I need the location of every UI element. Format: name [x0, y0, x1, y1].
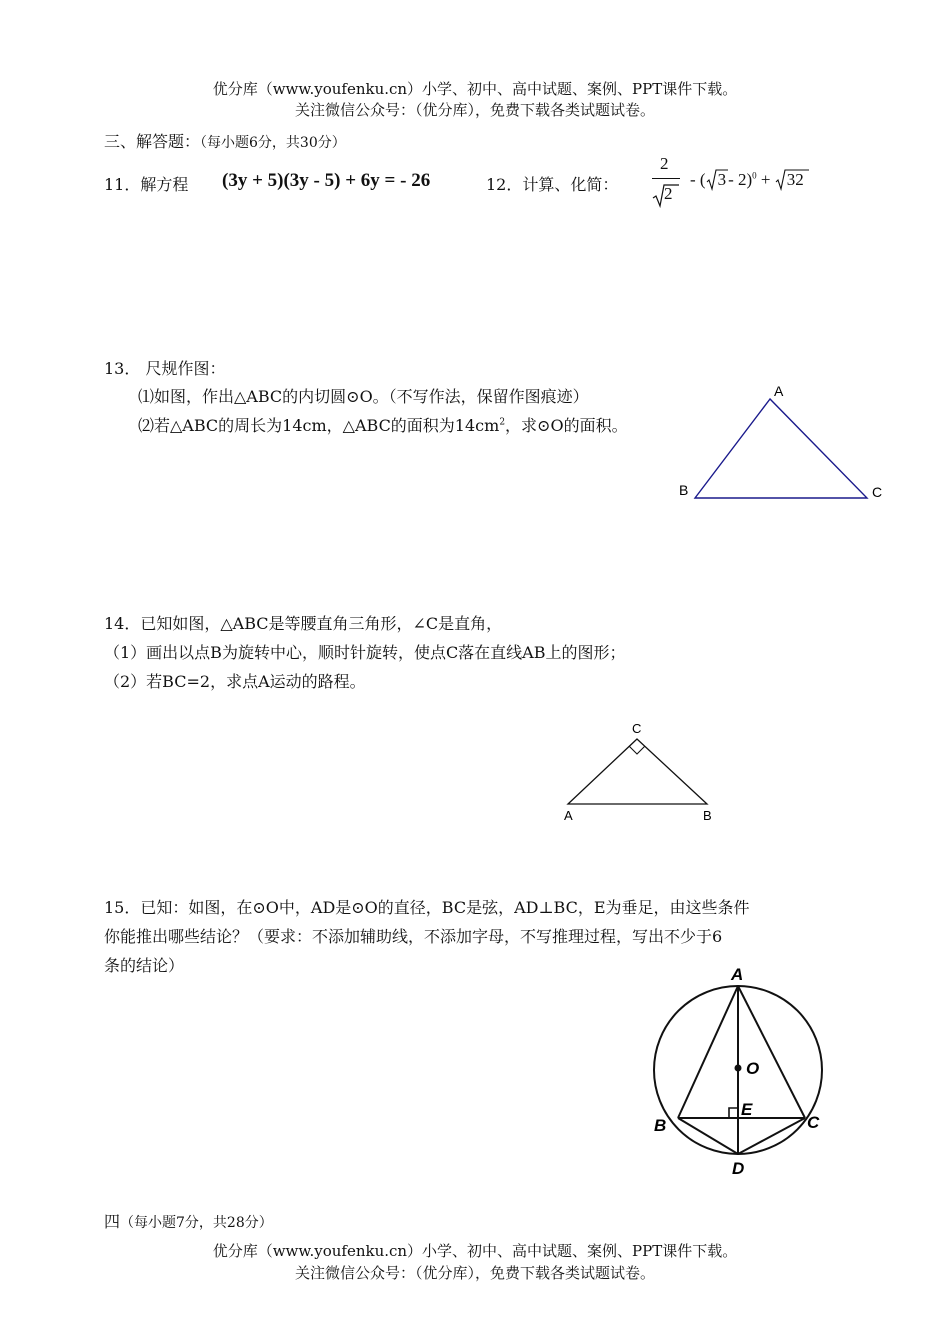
q12-expr-part1: - (	[690, 170, 706, 189]
q13-part2-sup: 2	[499, 417, 506, 428]
q15-right-angle-mark	[729, 1108, 738, 1118]
q14-label-a: A	[564, 808, 573, 823]
q14-triangle	[568, 739, 707, 804]
header-line-2: 关注微信公众号：（优分库），免费下载各类试题试卷。	[294, 101, 655, 119]
q13-label-a: A	[774, 383, 784, 399]
q13-triangle	[695, 399, 867, 498]
q13-triangle-figure	[670, 380, 900, 510]
q14-label-b: B	[703, 808, 712, 823]
q14-line-2: （1）画出以点B为旋转中心，顺时针旋转，使点C落在直线AB上的图形；	[104, 643, 626, 662]
q12-sqrt32-radicand: 32	[786, 170, 804, 189]
q13-part2-b: ，求⊙O的面积。	[505, 416, 628, 435]
header-line-1: 优分库（www.youfenku.cn）小学、初中、高中试题、案例、PPT课件下载。	[212, 80, 738, 98]
q12-label: 12．计算、化简：	[486, 175, 619, 194]
q15-label-c: C	[807, 1113, 820, 1132]
footer-line-2: 关注微信公众号：（优分库），免费下载各类试题试卷。	[294, 1264, 655, 1282]
q15-line-ab	[678, 986, 738, 1118]
q12-frac-bar	[652, 178, 680, 179]
q15-line-ac	[738, 986, 805, 1118]
q15-label-e: E	[741, 1100, 753, 1119]
q14-label-c: C	[632, 721, 642, 736]
q12-expr-part3: +	[760, 170, 771, 189]
q14-line-3: （2）若BC=2，求点A运动的路程。	[104, 672, 366, 691]
q15-line-cd	[738, 1118, 805, 1154]
q13-part2-a: ⑵若△ABC的周长为14cm，△ABC的面积为14cm	[138, 416, 500, 435]
footer-line-1: 优分库（www.youfenku.cn）小学、初中、高中试题、案例、PPT课件下载。	[212, 1242, 738, 1260]
q12-fraction	[648, 154, 684, 210]
q13-part2	[138, 413, 628, 436]
q15-label-d: D	[732, 1159, 745, 1178]
q12-expr-part2: - 2)	[728, 170, 753, 189]
q12-frac-numerator: 2	[660, 154, 669, 173]
q13-title: 13． 尺规作图：	[104, 359, 226, 378]
q13-label-c: C	[872, 484, 883, 500]
section-4-heading	[104, 1209, 273, 1232]
section-3-heading	[104, 129, 346, 152]
q12-frac-denominator: 2	[664, 184, 673, 203]
q15-label-o: O	[746, 1059, 760, 1078]
section-4-title: 四	[104, 1212, 121, 1231]
section-3-title: 三、解答题：	[104, 132, 201, 151]
q14-triangle-figure	[555, 712, 725, 827]
q14-line-1: 14．已知如图，△ABC是等腰直角三角形，∠C是直角，	[104, 614, 503, 633]
q12-sqrt3-radicand: 3	[717, 170, 727, 189]
q14-right-angle-mark	[629, 746, 645, 754]
q12-exponent: 0	[752, 170, 757, 181]
q15-line-1: 15．已知：如图，在⊙O中，AD是⊙O的直径，BC是弦，AD⊥BC，E为垂足，由这些条件	[104, 898, 750, 917]
q13-part1: ⑴如图，作出△ABC的内切圆⊙O。（不写作法，保留作图痕迹）	[138, 387, 589, 406]
q12-expr	[690, 170, 804, 190]
section-3-note: （每小题6分，共30分）	[200, 135, 346, 151]
q15-label-b: B	[654, 1116, 667, 1135]
q15-center-dot	[735, 1065, 742, 1072]
q11-equation: (3y + 5)(3y - 5) + 6y = - 26	[222, 170, 431, 191]
q11-label: 11．解方程	[104, 175, 189, 194]
q15-label-a: A	[731, 965, 744, 984]
section-4-note: （每小题7分，共28分）	[120, 1215, 273, 1231]
q12-sqrt3	[706, 170, 727, 190]
q12-sqrt32	[775, 170, 804, 190]
q13-label-b: B	[679, 482, 689, 498]
q15-line-2: 你能推出哪些结论？（要求：不添加辅助线，不添加字母，不写推理过程，写出不少于6	[104, 927, 723, 946]
q15-circle-figure	[645, 960, 835, 1182]
q15-line-3: 条的结论）	[104, 956, 185, 975]
